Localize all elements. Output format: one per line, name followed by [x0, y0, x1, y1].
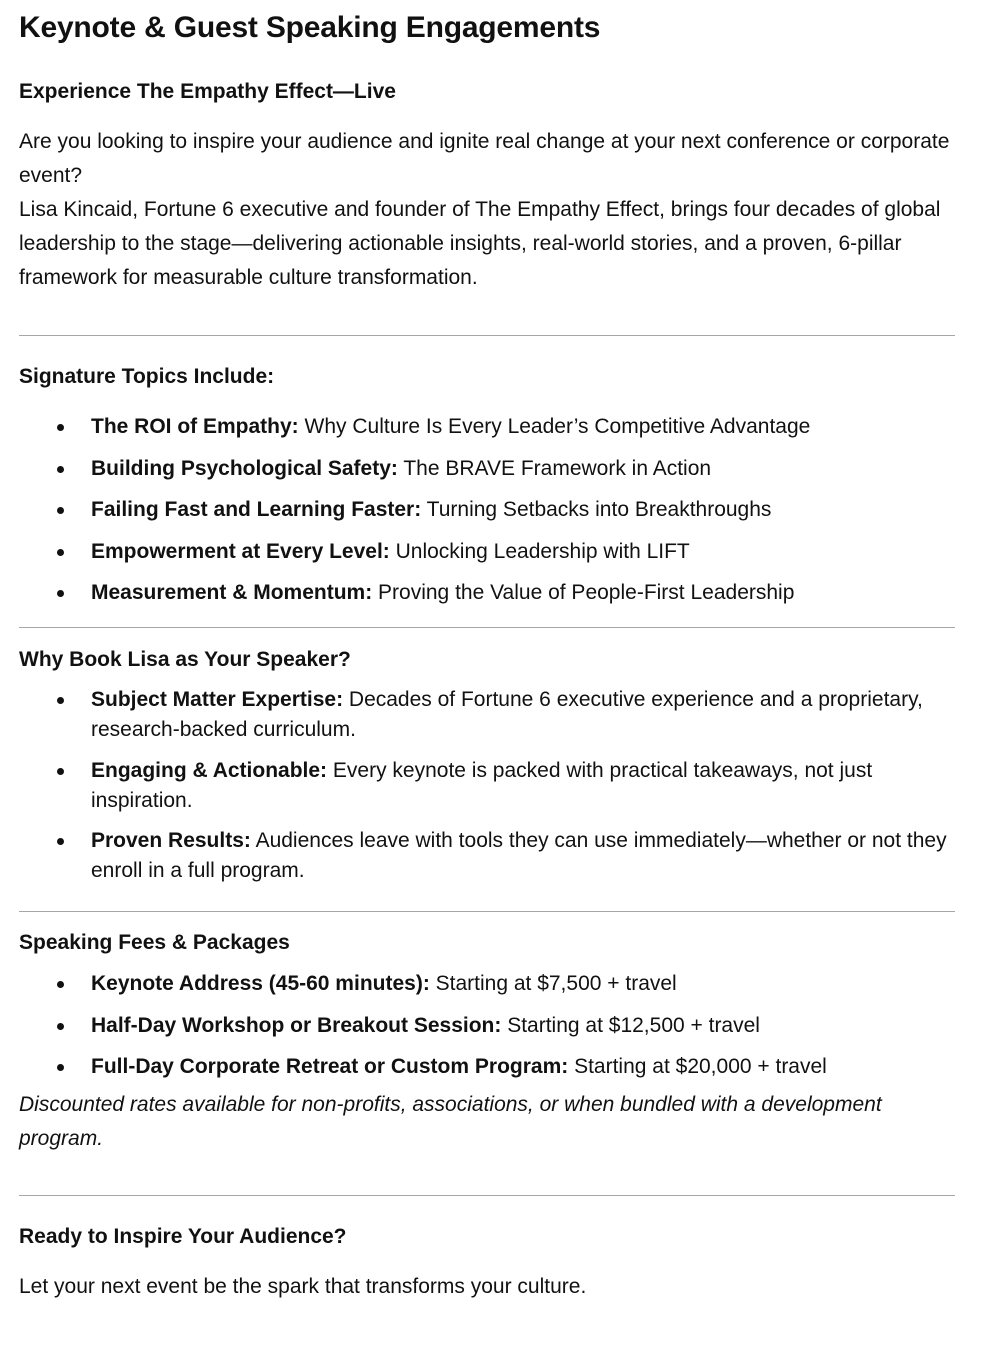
item-text: Why Culture Is Every Leader’s Competitive Advantage: [298, 415, 811, 438]
intro-heading: Experience The Empathy Effect—Live: [19, 80, 396, 103]
list-item: [19, 496, 955, 524]
item-text: Proving the Value of People-First Leadership: [372, 581, 795, 604]
list-item: [19, 579, 955, 607]
list-item: [19, 970, 955, 998]
item-title: The ROI of Empathy:: [91, 415, 299, 438]
item-title: Full-Day Corporate Retreat or Custom Program:: [91, 1055, 569, 1078]
item-title: Building Psychological Safety:: [91, 456, 398, 480]
list-item: [19, 538, 955, 566]
item-title: Measurement & Momentum:: [91, 581, 373, 604]
item-title: Half-Day Workshop or Breakout Session:: [91, 1013, 502, 1037]
cta-heading: Ready to Inspire Your Audience?: [19, 1224, 347, 1248]
item-text: Starting at $20,000 + travel: [568, 1055, 827, 1078]
fees-heading: Speaking Fees & Packages: [19, 931, 290, 954]
topics-list: [19, 413, 955, 607]
fees-list: [19, 970, 955, 1081]
item-text: Audiences leave with tools they can use immediately—whether or not they enroll in a full program.: [91, 829, 947, 882]
item-text: Unlocking Leadership with LIFT: [389, 539, 690, 563]
item-title: Keynote Address (45-60 minutes):: [91, 972, 430, 995]
why-heading: Why Book Lisa as Your Speaker?: [19, 648, 351, 671]
item-text: Every keynote is packed with practical takeaways, not just inspiration.: [91, 758, 873, 812]
list-item: [19, 413, 955, 441]
item-text: Turning Setbacks into Breakthroughs: [421, 498, 772, 521]
list-item: [19, 1053, 955, 1081]
item-title: Proven Results:: [91, 829, 251, 852]
why-list: [19, 685, 955, 886]
divider: [19, 627, 955, 628]
page-title: Keynote & Guest Speaking Engagements: [19, 11, 601, 44]
list-item: [19, 1012, 955, 1040]
item-title: Failing Fast and Learning Faster:: [91, 498, 422, 521]
item-text: Starting at $7,500 + travel: [429, 972, 677, 995]
list-item: [19, 685, 955, 745]
item-text: Starting at $12,500 + travel: [501, 1013, 760, 1037]
cta-text: Let your next event be the spark that transforms your culture.: [19, 1274, 587, 1298]
item-title: Engaging & Actionable:: [91, 758, 328, 782]
divider: [19, 911, 955, 912]
intro-paragraph-1: Are you looking to inspire your audience and ignite real change at your next conference or corporate event?: [19, 130, 950, 187]
item-title: Empowerment at Every Level:: [91, 539, 390, 563]
list-item: [19, 455, 955, 483]
item-text: Decades of Fortune 6 executive experience and a proprietary, research-backed curriculum.: [91, 688, 923, 741]
item-title: Subject Matter Expertise:: [91, 688, 344, 711]
topics-heading: Signature Topics Include:: [19, 365, 275, 388]
item-text: The BRAVE Framework in Action: [397, 456, 712, 480]
divider: [19, 1195, 955, 1196]
fees-note: Discounted rates available for non-profits, associations, or when bundled with a development program.: [19, 1092, 882, 1150]
list-item: [19, 826, 955, 886]
intro-paragraph-2: Lisa Kincaid, Fortune 6 executive and founder of The Empathy Effect, brings four decades of global leadership to the stage—delivering actionable insights, real-world stories, and a proven, 6-pillar framework for measurable culture transformation.: [19, 198, 941, 289]
divider: [19, 335, 955, 336]
list-item: [19, 756, 955, 816]
